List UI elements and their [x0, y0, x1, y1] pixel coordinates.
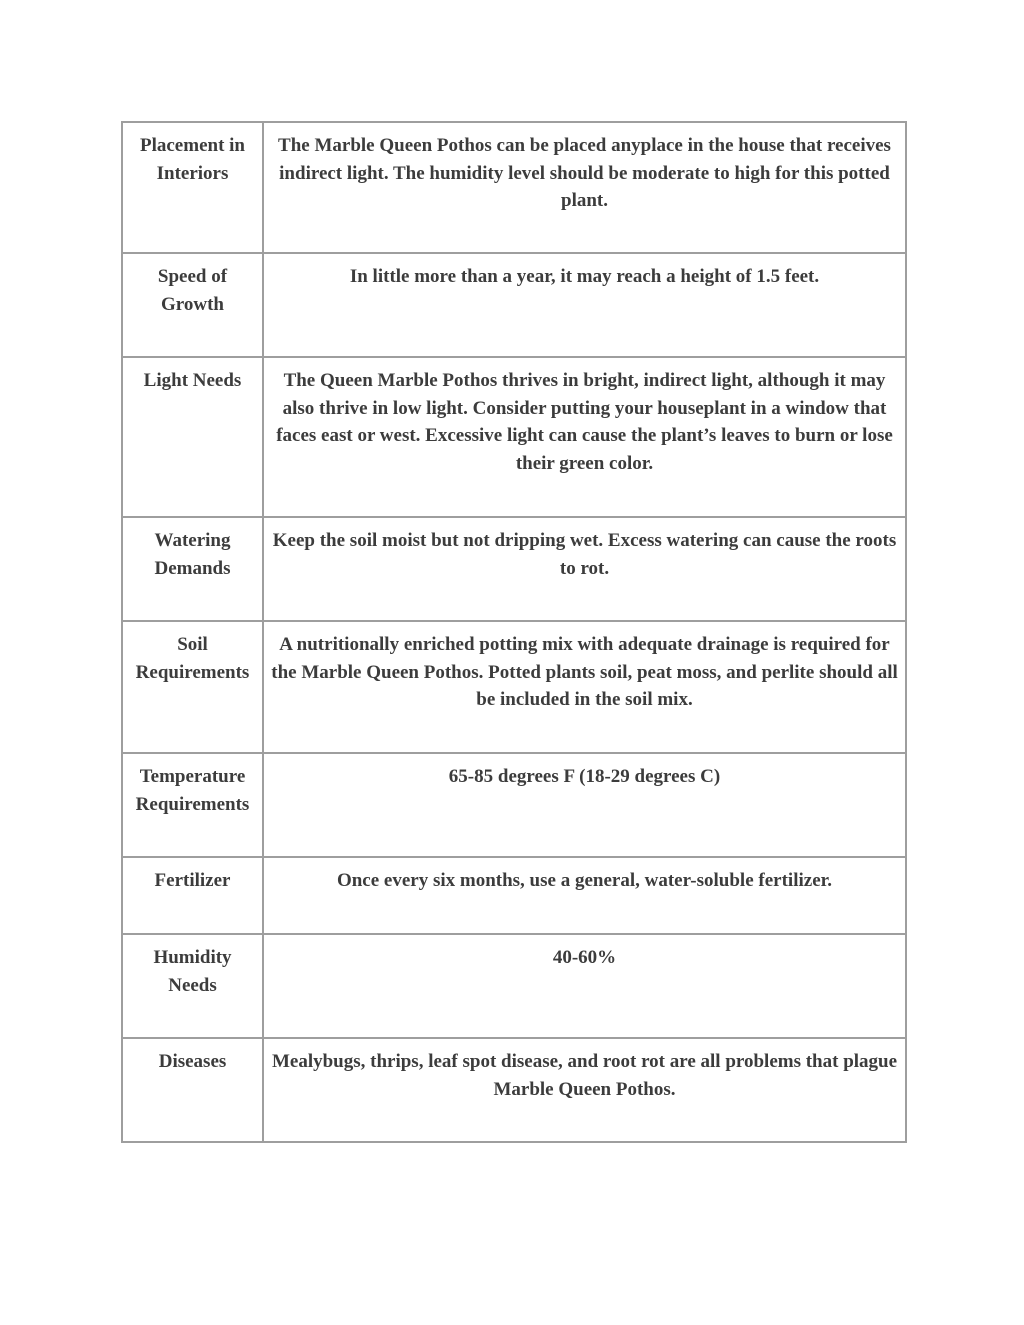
table-row: [122, 934, 906, 1038]
table-row: [122, 357, 906, 517]
row-label-diseases: Diseases: [122, 1038, 263, 1142]
row-label-soil: Soil Requirements: [122, 621, 263, 753]
row-label-placement: Placement in Interiors: [122, 122, 263, 253]
row-value-placement: The Marble Queen Pothos can be placed anyplace in the house that receives indirect light. The humidity level should be moderate to high for this potted plant.: [263, 122, 906, 253]
row-value-temperature: 65-85 degrees F (18-29 degrees C): [263, 753, 906, 857]
table-row: [122, 253, 906, 357]
table-row: [122, 122, 906, 253]
row-label-watering: Watering Demands: [122, 517, 263, 621]
table-row: [122, 753, 906, 857]
table-row: [122, 621, 906, 753]
row-value-light-needs: The Queen Marble Pothos thrives in bright, indirect light, although it may also thrive in low light. Consider putting your houseplant in a window that faces east or west. Excessive light can cause the plant’s leaves to burn or lose their green color.: [263, 357, 906, 517]
row-value-fertilizer: Once every six months, use a general, water-soluble fertilizer.: [263, 857, 906, 934]
row-label-humidity: Humidity Needs: [122, 934, 263, 1038]
table-row: [122, 1038, 906, 1142]
row-label-fertilizer: Fertilizer: [122, 857, 263, 934]
row-value-speed-of-growth: In little more than a year, it may reach a height of 1.5 feet.: [263, 253, 906, 357]
table-row: [122, 517, 906, 621]
row-value-soil: A nutritionally enriched potting mix with adequate drainage is required for the Marble Queen Pothos. Potted plants soil, peat moss, and perlite should all be included in the soil mix.: [263, 621, 906, 753]
row-label-speed-of-growth: Speed of Growth: [122, 253, 263, 357]
plant-care-table: [121, 121, 907, 1143]
row-value-humidity: 40-60%: [263, 934, 906, 1038]
row-label-temperature: Temperature Requirements: [122, 753, 263, 857]
table-row: [122, 857, 906, 934]
row-label-light-needs: Light Needs: [122, 357, 263, 517]
row-value-watering: Keep the soil moist but not dripping wet. Excess watering can cause the roots to rot.: [263, 517, 906, 621]
row-value-diseases: Mealybugs, thrips, leaf spot disease, and root rot are all problems that plague Marble Queen Pothos.: [263, 1038, 906, 1142]
